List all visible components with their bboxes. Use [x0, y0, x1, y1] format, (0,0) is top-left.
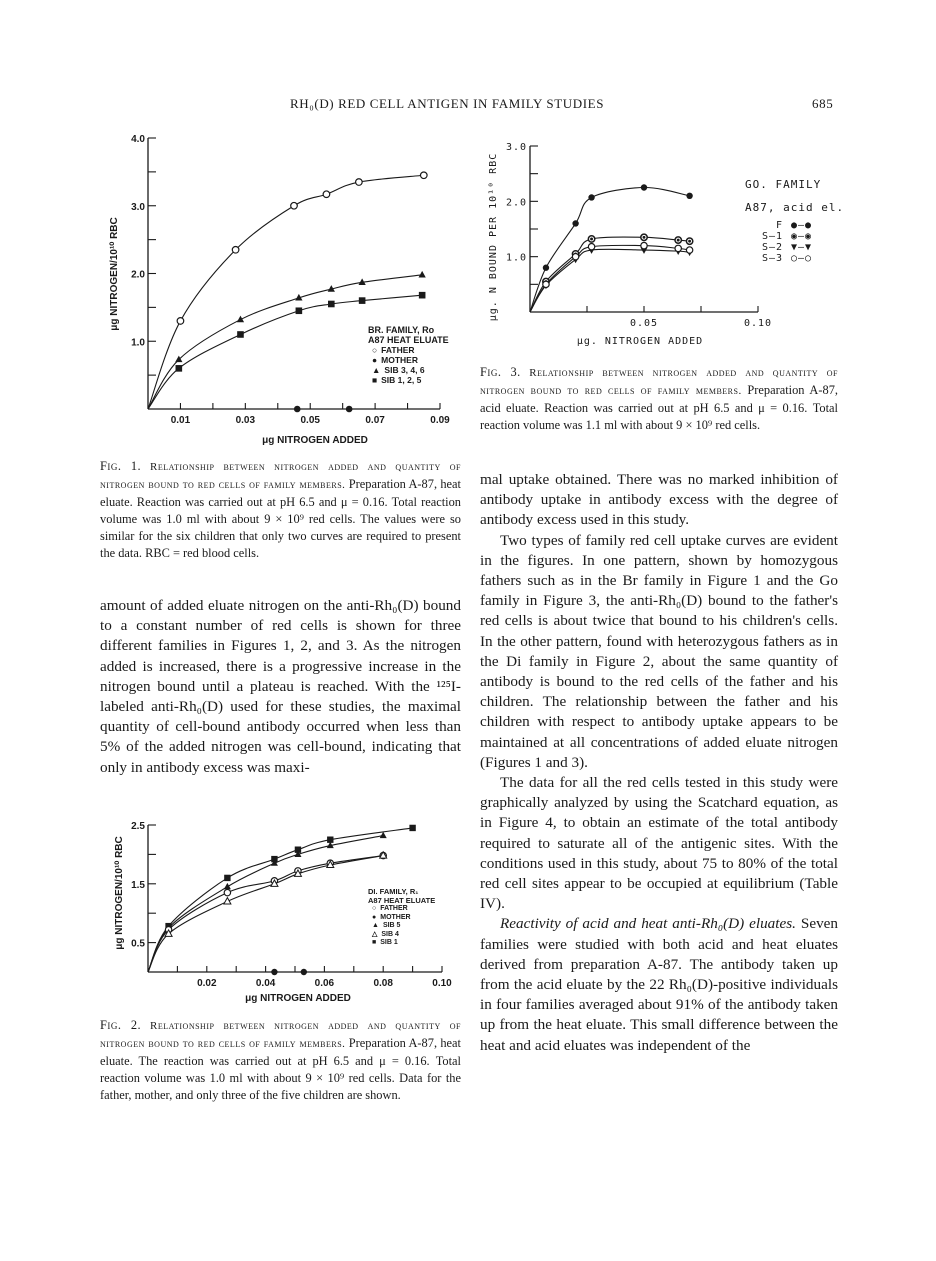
data-point-0-3	[323, 191, 330, 198]
x-axis-label: μg NITROGEN ADDED	[262, 435, 368, 446]
y-tick-label: 1.0	[505, 252, 527, 264]
y-tick-label: 3.0	[505, 142, 527, 153]
figure-3-legend	[745, 178, 844, 264]
caption-body: Preparation A-87, heat eluate. The reaction was carried out at pH 6.5 and μ = 0.16. Total reaction volume was 1.0 ml with about 9 × 10⁹ red cells. Data for the father, mother, and only three of the five children are shown.	[100, 1036, 461, 1102]
legend-entry	[372, 905, 435, 914]
x-axis-label: μg. NITROGEN ADDED	[576, 336, 704, 347]
caption-body: Preparation A-87, heat eluate. Reaction was carried out at pH 6.5 and μ = 0.16. Total reaction volume was 1.0 ml with about 9 × 10⁹ red cells. The values were so similar for the six children that only two curves are required to present the data. RBC = red blood cells.	[100, 477, 461, 560]
legend-symbol: ▼—▼	[791, 242, 813, 253]
legend-entry	[745, 220, 844, 231]
body-paragraph: amount of added eluate nitrogen on the anti-Rh₀(D) bound to a constant number of red cells is shown for three different families in Figures 1, 2, and 3. As the nitrogen added is increased, there is a progressive increase in the nitrogen bound until a plateau is reached. With the ¹²⁵I-labeled anti-Rh₀(D) used for these studies, the maximal quantity of cell-bound antibody occurred when less than 5% of the added nitrogen was cell-bound, indicating that only in antibody excess was maxi-	[100, 597, 461, 776]
series-line-3	[148, 856, 383, 972]
series-line-2	[530, 249, 690, 312]
y-axis-label: μg. N BOUND PER 10¹⁰ RBC	[488, 152, 499, 322]
legend-entry	[745, 231, 844, 242]
data-point-0-2	[291, 202, 298, 209]
caption-label: Fig. 1.	[100, 459, 142, 473]
legend-symbol: ◉—◉	[791, 231, 813, 242]
data-point-3-1	[572, 253, 578, 259]
legend-symbol: ■	[372, 939, 377, 947]
legend-label: MOTHER	[380, 913, 411, 921]
y-tick-label: 2.5	[131, 821, 145, 832]
data-point-1-5	[419, 271, 426, 278]
data-point-0-2	[588, 194, 594, 200]
legend-entry	[745, 253, 844, 264]
legend-label: MOTHER	[381, 355, 418, 365]
x-tick-label: 0.05	[629, 318, 659, 329]
x-tick-label: 0.03	[235, 415, 256, 426]
data-point-2-5	[419, 292, 426, 299]
data-point-0-1	[572, 220, 578, 226]
legend-label: F	[775, 220, 783, 231]
body-paragraph-2: Two types of family red cell uptake curves are evident in the figures. In one pattern, shown by homozygous fathers such as in the Br family in Figure 1 and the Go family in Figure 3, the anti-Rh₀(D) bound to the father's red cells is about twice that bound to his children's cells. In the other pattern, found with heterozygous fathers as in the Di family in Figure 2, about the same quantity of antibody is bound to the red cells of the father and his children. The relationship between the father and his children with respect to antibody uptake appears to be maintained at all concentrations of added eluate nitrogen (Figures 1 and 3).	[480, 531, 838, 771]
y-tick-label: 2.0	[505, 197, 527, 209]
legend-label: SIB 5	[382, 922, 401, 930]
legend-label: SIB 3, 4, 6	[384, 365, 425, 375]
figure-1-legend	[368, 325, 449, 385]
data-point-0-4	[356, 179, 363, 186]
caption-title: Relationship between nitrogen added and quantity of nitrogen bound to red cells of family members.	[100, 1020, 461, 1050]
x-tick-label: 0.04	[255, 978, 276, 989]
legend-entry	[372, 939, 435, 948]
legend-symbol: ○—○	[791, 253, 813, 264]
x-tick-label: 0.05	[300, 415, 320, 426]
caption-label: Fig. 2.	[100, 1018, 142, 1032]
data-point-0-1	[224, 875, 230, 881]
x-tick-label: 0.09	[430, 415, 450, 426]
data-point-1-2-dot	[590, 238, 593, 241]
figure-2-legend	[368, 887, 435, 948]
legend-symbol: ○	[372, 905, 377, 912]
legend-subtitle: A87, acid el.	[745, 201, 845, 214]
data-point-2-1	[237, 331, 244, 338]
data-point-3-1	[346, 406, 353, 413]
legend-symbol: ○	[372, 345, 378, 355]
section-heading: Reactivity of acid and heat anti-Rh₀(D) eluates.	[500, 915, 796, 933]
data-point-2-3	[328, 301, 335, 308]
legend-symbol: ●—●	[791, 220, 813, 231]
data-point-2-4	[359, 297, 366, 304]
data-point-3-4	[675, 245, 681, 251]
x-tick-label: 0.01	[170, 415, 191, 426]
legend-label: S—1	[761, 231, 783, 242]
legend-title: DI. FAMILY, R₁	[368, 887, 419, 896]
data-point-0-3	[641, 184, 647, 190]
y-tick-label: 1.0	[131, 337, 145, 349]
x-tick-label: 0.07	[365, 415, 385, 426]
data-point-2-0	[176, 365, 183, 372]
y-tick-label: 3.0	[131, 201, 145, 213]
x-tick-label: 0.02	[197, 978, 217, 989]
legend-entry	[372, 355, 449, 365]
figure-1	[100, 128, 470, 458]
page-number: 685	[812, 96, 834, 111]
data-point-4-1	[301, 969, 307, 975]
data-point-1-4-dot	[677, 239, 680, 242]
legend-subtitle: A87 HEAT ELUATE	[368, 896, 436, 905]
data-point-1-1	[224, 883, 231, 889]
data-point-4-0	[271, 969, 277, 975]
figure-1-caption	[100, 458, 461, 562]
data-point-3-3	[641, 242, 647, 248]
data-point-3-0	[294, 406, 301, 413]
body-paragraph-3: The data for all the red cells tested in this study were graphically analyzed by using the Scatchard equation, as in Figure 4, to obtain an estimate of the total antibody required to saturate all of the antigenic sites. With the conditions used in this study, about 75 to 80% of the total red cell sites appear to be occupied at equilibrium (Table IV).	[480, 774, 838, 913]
legend-title: GO. FAMILY	[745, 178, 822, 191]
legend-label: FATHER	[381, 345, 415, 355]
running-title: RH₀(D) RED CELL ANTIGEN IN FAMILY STUDIES	[290, 96, 605, 111]
legend-label: SIB 1	[380, 939, 398, 947]
legend-symbol: △	[372, 930, 378, 938]
data-point-2-2	[296, 307, 303, 314]
y-tick-label: 4.0	[131, 134, 145, 145]
legend-symbol: ●	[372, 913, 377, 921]
legend-label: SIB 1, 2, 5	[381, 375, 422, 385]
caption-body: Preparation A-87, acid eluate. Reaction was carried out at pH 6.5 and μ = 0.16. Total reaction volume was 1.1 ml with about 9 × 10⁹ red cells.	[480, 383, 838, 432]
y-axis-label: μg NITROGEN/10¹⁰ RBC	[109, 217, 120, 331]
legend-symbol: ▲	[372, 922, 379, 930]
data-point-0-0	[177, 318, 184, 325]
figure-3-caption	[480, 364, 838, 434]
series-line-1	[148, 836, 383, 972]
figure-2-caption	[100, 1017, 461, 1104]
body-right-column	[480, 470, 838, 1056]
body-left-column	[100, 596, 461, 778]
x-tick-label: 0.08	[373, 978, 393, 989]
legend-entry	[372, 922, 435, 931]
legend-entry	[372, 365, 449, 375]
data-point-0-1	[232, 246, 239, 253]
legend-label: FATHER	[380, 905, 408, 912]
legend-symbol: ▲	[372, 365, 381, 375]
y-tick-label: 2.0	[131, 269, 145, 281]
legend-label: SIB 4	[381, 930, 399, 938]
legend-entry	[372, 931, 435, 940]
data-point-0-5	[409, 825, 415, 831]
y-tick-label: 0.5	[131, 938, 145, 950]
x-tick-label: 0.10	[743, 318, 773, 329]
body-paragraph-4	[480, 914, 838, 1055]
data-point-1-3-dot	[643, 236, 646, 239]
caption-title: Relationship between nitrogen added and quantity of nitrogen bound to red cells of family members.	[100, 461, 461, 491]
x-axis-label: μg NITROGEN ADDED	[245, 993, 351, 1004]
caption-label: Fig. 3.	[480, 365, 521, 379]
legend-symbol: ■	[372, 375, 378, 385]
data-point-3-0	[543, 281, 549, 287]
x-tick-label: 0.10	[432, 978, 452, 989]
caption-title: Relationship between nitrogen added and quantity of nitrogen bound to red cells of family members.	[480, 367, 838, 397]
y-axis-label: μg NITROGEN/10¹⁰ RBC	[114, 836, 125, 950]
body-paragraph-1: mal uptake obtained. There was no marked inhibition of antibody uptake in antibody excess with the degree of antibody excess used in this study.	[480, 471, 838, 529]
x-tick-label: 0.06	[314, 978, 335, 989]
data-point-0-5	[420, 172, 427, 179]
data-point-0-4	[686, 193, 692, 199]
legend-subtitle: A87 HEAT ELUATE	[368, 335, 449, 345]
series-line-2	[148, 856, 383, 972]
legend-entry	[372, 914, 435, 923]
legend-entry	[372, 375, 449, 385]
legend-label: S—3	[761, 253, 783, 264]
legend-title: BR. FAMILY, Rᴏ	[368, 325, 435, 335]
data-point-0-0	[543, 265, 549, 271]
legend-symbol: ●	[372, 355, 378, 365]
legend-label: S—2	[761, 242, 783, 253]
section-body: Seven families were studied with both acid and heat eluates derived from preparation A-87. The antibody taken up from the acid eluate by the 22 Rh₀(D)-positive individuals in four families averaged about 91% of the antibody taken up from the heat eluate. This small difference between the heat and acid eluates was independent of the	[480, 915, 838, 1054]
legend-entry	[745, 242, 844, 253]
data-point-3-2	[588, 244, 594, 250]
series-line-1	[530, 237, 690, 312]
figure-1-chart	[100, 128, 470, 458]
data-point-1-5-dot	[688, 240, 691, 243]
y-tick-label: 1.5	[131, 879, 145, 891]
legend-entry	[372, 345, 449, 355]
data-point-2-1	[224, 889, 230, 895]
data-point-3-5	[686, 247, 692, 253]
